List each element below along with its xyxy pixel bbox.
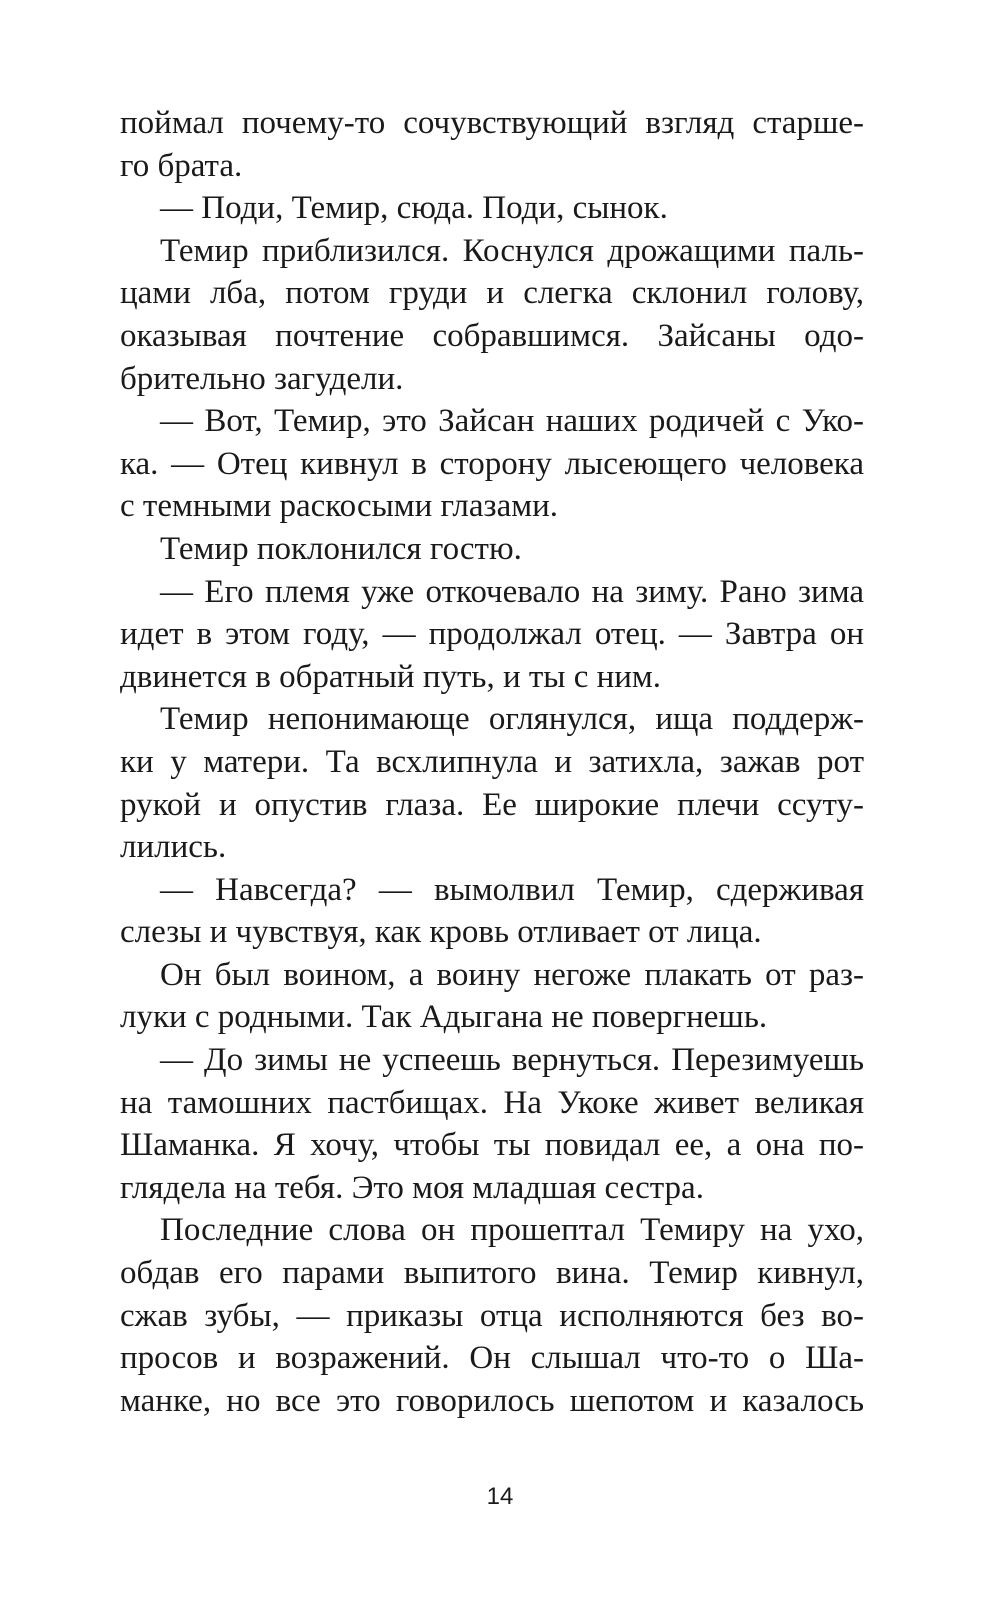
text-line: брительно загудели. [120, 360, 404, 397]
body-text [120, 102, 864, 1422]
text-line: цами лба, потом груди и слегка склонил голову, [120, 275, 864, 312]
text-line: Он был воином, а воину негоже плакать от раз- [160, 956, 864, 993]
text-line: — Его племя уже откочевало на зиму. Рано зима [160, 573, 864, 610]
text-line: на тамошних пастбищах. На Укоке живет великая [120, 1084, 864, 1121]
text-line: Последние слова он прошептал Темиру на ухо, [160, 1212, 864, 1249]
text-line: ка. — Отец кивнул в сторону лысеющего человека [120, 445, 864, 482]
text-line: — Вот, Темир, это Зайсан наших родичей с Уко- [160, 403, 864, 440]
text-line: Темир приблизился. Коснулся дрожащими паль- [160, 232, 864, 269]
text-line: глядела на тебя. Это моя младшая сестра. [120, 1169, 704, 1206]
text-line: оказывая почтение собравшимся. Зайсаны одо- [120, 317, 864, 354]
text-line: рукой и опустив глаза. Ее широкие плечи ссуту- [120, 786, 864, 823]
text-line: Шаманка. Я хочу, чтобы ты повидал ее, а она по- [120, 1127, 864, 1164]
text-line: манке, но все это говорилось шепотом и казалось [120, 1382, 864, 1419]
text-line: лились. [120, 829, 227, 866]
text-line: поймал почему-то сочувствующий взгляд старше- [120, 105, 864, 141]
text-line: — Навсегда? — вымолвил Темир, сдерживая [160, 871, 864, 908]
text-line: слезы и чувствуя, как кровь отливает от лица. [120, 914, 762, 951]
text-line: двинется в обратный путь, и ты с ним. [120, 658, 662, 695]
text-line: сжав зубы, — приказы отца исполняются без во- [120, 1297, 864, 1334]
text-line: Темир непонимающе оглянулся, ища поддерж- [160, 701, 864, 738]
text-line: луки с родными. Так Адыгана не повергнешь. [120, 999, 768, 1036]
text-line: с темными раскосыми глазами. [120, 488, 559, 525]
text-line: Темир поклонился гостю. [160, 530, 522, 567]
text-line: ки у матери. Та всхлипнула и затихла, зажав рот [120, 743, 864, 780]
text-line: идет в этом году, — продолжал отец. — Завтра он [120, 616, 864, 653]
text-line: просов и возражений. Он слышал что-то о Ша- [120, 1340, 864, 1377]
text-line: го брата. [120, 147, 243, 184]
text-line: — До зимы не успеешь вернуться. Перезимуешь [160, 1042, 864, 1079]
page-number: 14 [486, 1483, 514, 1510]
text-line: — Поди, Темир, сюда. Поди, сынок. [160, 190, 668, 227]
text-line: обдав его парами выпитого вина. Темир кивнул, [120, 1255, 864, 1292]
